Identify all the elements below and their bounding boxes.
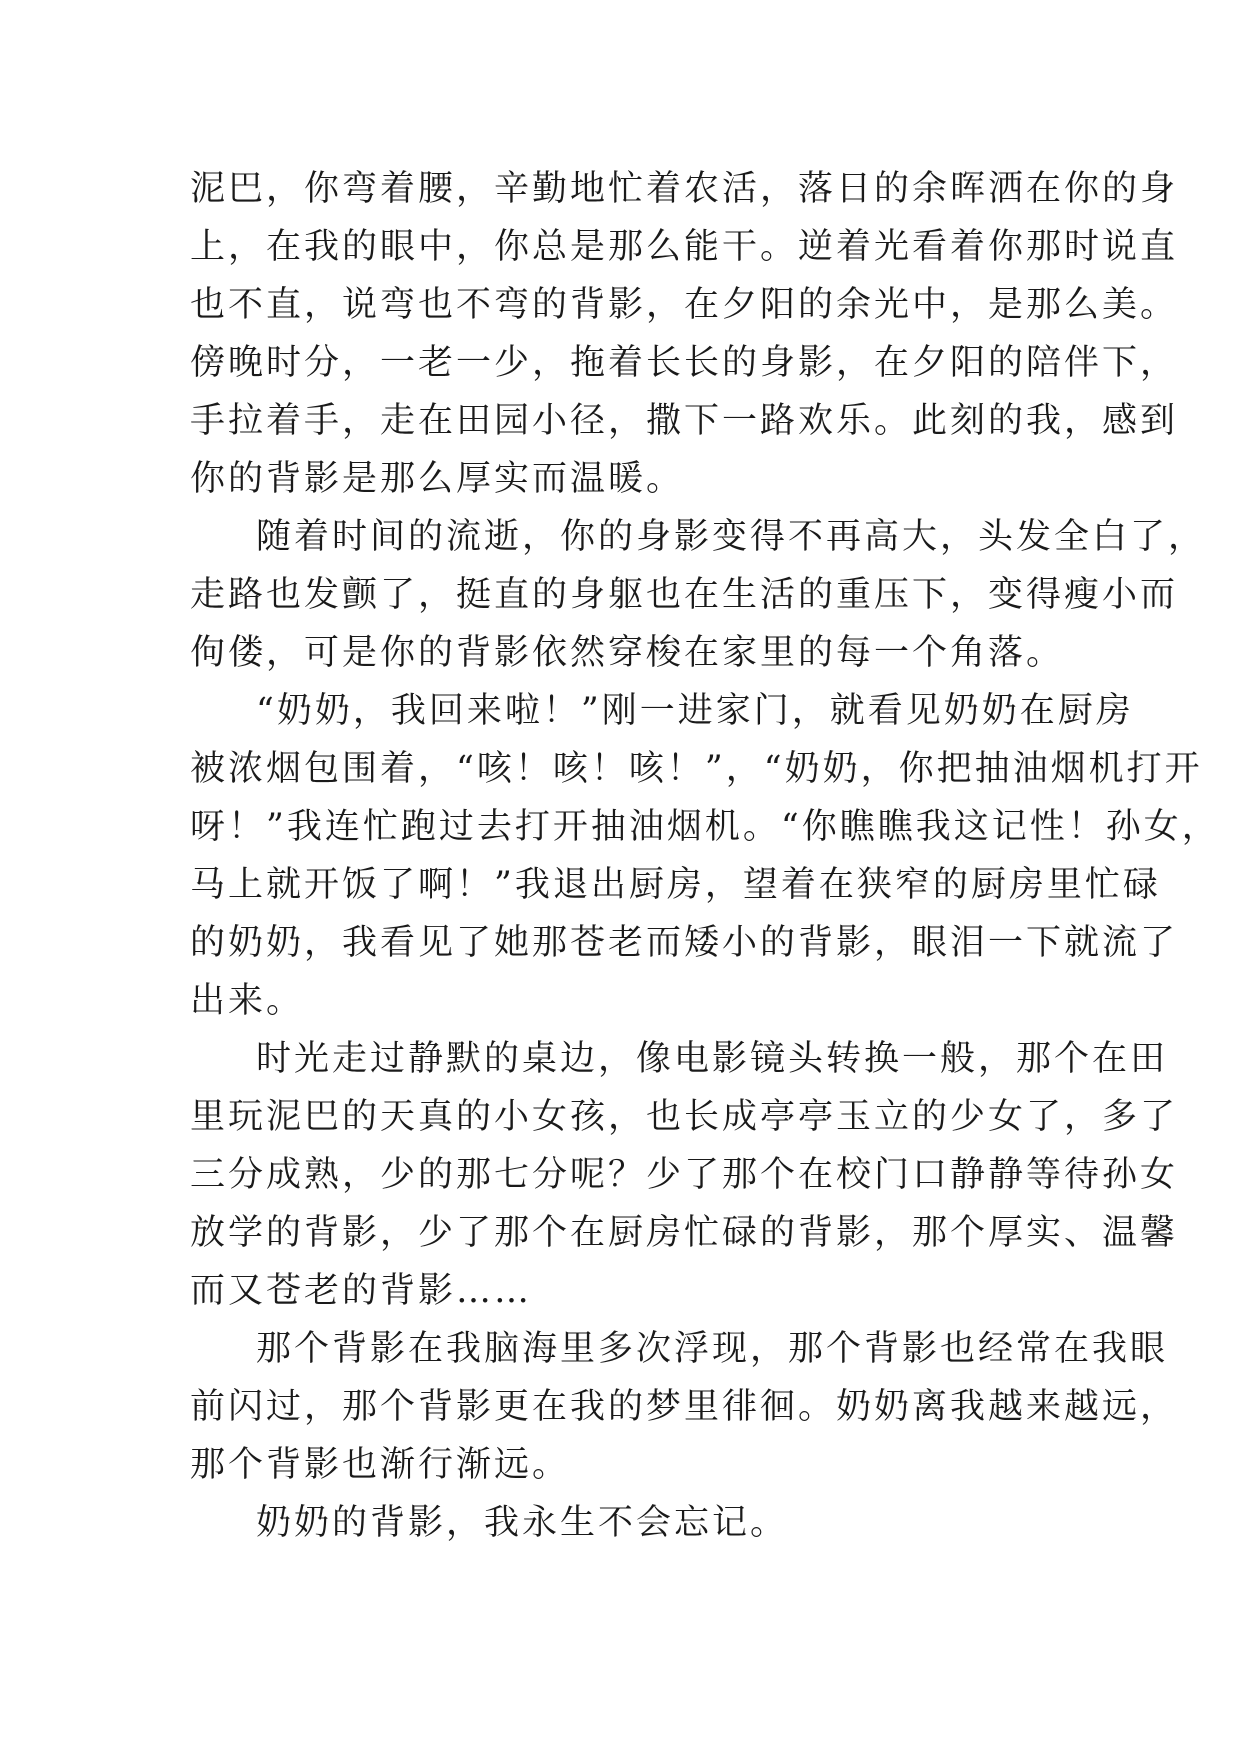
text-line: 被浓烟包围着，“咳！咳！咳！”，“奶奶，你把抽油烟机打开 (190, 749, 1203, 789)
paragraph-first-line: 时光走过静默的桌边，像电影镜头转换一般，那个在田 (256, 1039, 1169, 1079)
text-line: 手拉着手，走在田园小径，撒下一路欢乐。此刻的我，感到 (190, 401, 1179, 441)
text-line: 上，在我的眼中，你总是那么能干。逆着光看着你那时说直 (190, 227, 1179, 267)
essay-body (190, 160, 1220, 1552)
text-line: 那个背影也渐行渐远。 (190, 1445, 571, 1485)
text-line: 里玩泥巴的天真的小女孩，也长成亭亭玉立的少女了，多了 (190, 1097, 1179, 1137)
text-line: 马上就开饭了啊！”我退出厨房，望着在狭窄的厨房里忙碌 (190, 865, 1161, 905)
text-line: 走路也发颤了，挺直的身躯也在生活的重压下，变得瘦小而 (190, 575, 1179, 615)
text-line: 佝偻，可是你的背影依然穿梭在家里的每一个角落。 (190, 633, 1065, 673)
paragraph-first-line: 奶奶的背影，我永生不会忘记。 (256, 1503, 789, 1543)
text-line: 也不直，说弯也不弯的背影，在夕阳的余光中，是那么美。 (190, 285, 1179, 325)
text-line: 泥巴，你弯着腰，辛勤地忙着农活，落日的余晖洒在你的身 (190, 169, 1179, 209)
text-line: 呀！”我连忙跑过去打开抽油烟机。“你瞧瞧我这记性！孙女， (190, 807, 1220, 847)
text-line: 前闪过，那个背影更在我的梦里徘徊。奶奶离我越来越远， (190, 1387, 1179, 1427)
text-line: 的奶奶，我看见了她那苍老而矮小的背影，眼泪一下就流了 (190, 923, 1179, 963)
paragraph-first-line: “奶奶，我回来啦！”刚一进家门，就看见奶奶在厨房 (256, 691, 1134, 731)
text-line: 傍晚时分，一老一少，拖着长长的身影，在夕阳的陪伴下， (190, 343, 1179, 383)
paragraph-first-line: 那个背影在我脑海里多次浮现，那个背影也经常在我眼 (256, 1329, 1169, 1369)
paragraph-first-line: 随着时间的流逝，你的身影变得不再高大，头发全白了， (256, 517, 1207, 557)
text-line: 放学的背影，少了那个在厨房忙碌的背影，那个厚实、温馨 (190, 1213, 1179, 1253)
text-line: 而又苍老的背影…… (190, 1271, 533, 1311)
text-line: 你的背影是那么厚实而温暖。 (190, 459, 685, 499)
text-line: 三分成熟，少的那七分呢？少了那个在校门口静静等待孙女 (190, 1155, 1179, 1195)
text-line: 出来。 (190, 981, 305, 1021)
